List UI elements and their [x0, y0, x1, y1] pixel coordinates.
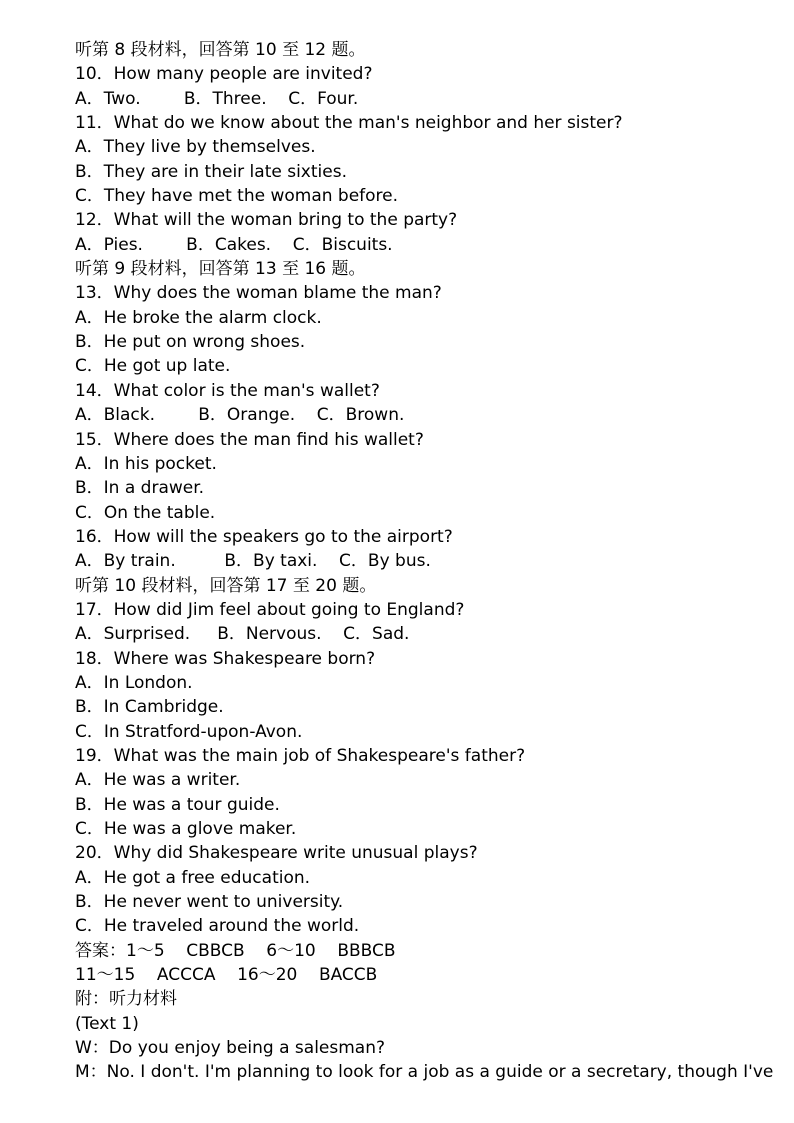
option-11-c: C．They have met the woman before.: [75, 186, 399, 207]
transcript-line: M：No. I don't. I'm planning to look for a job as a guide or a secretary, though I've: [75, 1062, 774, 1083]
options-17: A．Surprised. B．Nervous. C．Sad.: [75, 624, 410, 645]
answer-key-line-2: 11～15 ACCCA 16～20 BACCB: [75, 965, 378, 986]
question-10: 10．How many people are invited?: [75, 64, 373, 85]
options-14: A．Black. B．Orange. C．Brown.: [75, 405, 405, 426]
option-13-b: B．He put on wrong shoes.: [75, 332, 306, 353]
answer-key-line-1: 答案：1～5 CBBCB 6～10 BBBCB: [75, 940, 396, 961]
option-20-b: B．He never went to university.: [75, 892, 344, 913]
option-19-c: C．He was a glove maker.: [75, 819, 297, 839]
question-18: 18．Where was Shakespeare born?: [75, 648, 376, 669]
options-10: A．Two. B．Three. C．Four.: [75, 88, 359, 109]
question-19: 19．What was the main job of Shakespeare's father?: [75, 745, 526, 766]
option-18-c: C．In Stratford-upon-Avon.: [75, 721, 303, 742]
section-heading: 听第 9 段材料，回答第 13 至 16 题。: [75, 259, 366, 280]
options-16: A．By train. B．By taxi. C．By bus.: [75, 551, 431, 572]
section-heading: 听第 8 段材料，回答第 10 至 12 题。: [75, 40, 366, 60]
question-15: 15．Where does the man find his wallet?: [75, 429, 424, 450]
option-15-b: B．In a drawer.: [75, 478, 205, 499]
question-11: 11．What do we know about the man's neighbor and her sister?: [75, 113, 623, 134]
question-20: 20．Why did Shakespeare write unusual plays?: [75, 843, 478, 864]
question-12: 12．What will the woman bring to the party?: [75, 210, 458, 231]
option-18-a: A．In London.: [75, 672, 193, 693]
option-11-b: B．They are in their late sixties.: [75, 161, 347, 182]
option-15-c: C．On the table.: [75, 502, 216, 523]
option-20-c: C．He traveled around the world.: [75, 916, 360, 937]
question-13: 13．Why does the woman blame the man?: [75, 283, 442, 304]
section-heading: 听第 10 段材料，回答第 17 至 20 题。: [75, 575, 377, 596]
appendix-heading: 附：听力材料: [75, 989, 177, 1010]
transcript-line: W：Do you enjoy being a salesman?: [75, 1038, 386, 1059]
question-17: 17．How did Jim feel about going to England?: [75, 599, 465, 620]
question-16: 16．How will the speakers go to the airport?: [75, 526, 453, 547]
document-page: [75, 38, 775, 1085]
option-19-a: A．He was a writer.: [75, 770, 241, 791]
option-19-b: B．He was a tour guide.: [75, 794, 280, 815]
options-12: A．Pies. B．Cakes. C．Biscuits.: [75, 234, 393, 255]
option-18-b: B．In Cambridge.: [75, 697, 224, 718]
option-20-a: A．He got a free education.: [75, 867, 311, 888]
option-13-a: A．He broke the alarm clock.: [75, 307, 322, 328]
transcript-text-label: (Text 1): [75, 1013, 139, 1034]
question-14: 14．What color is the man's wallet?: [75, 380, 380, 401]
option-15-a: A．In his pocket.: [75, 453, 217, 474]
option-13-c: C．He got up late.: [75, 356, 231, 377]
option-11-a: A．They live by themselves.: [75, 137, 316, 158]
